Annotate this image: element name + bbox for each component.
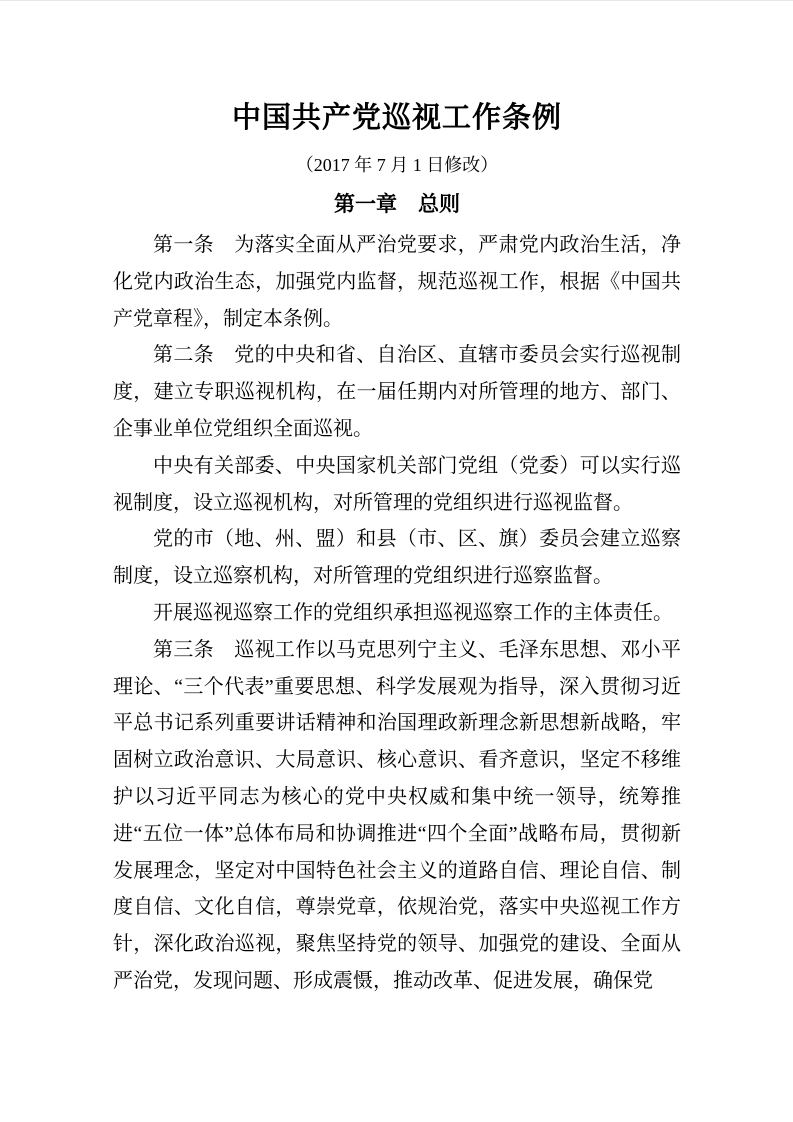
paragraph-article-2: 第二条 党的中央和省、自治区、直辖市委员会实行巡视制度，建立专职巡视机构，在一届任期内对所管理的地方、部门、企事业单位党组织全面巡视。	[113, 344, 681, 440]
paragraph-article-2-continuation-central-ministries: 中央有关部委、中央国家机关部门党组（党委）可以实行巡视制度，设立巡视机构，对所管理的党组织进行巡视监督。	[113, 454, 681, 514]
paragraph-article-2-continuation-city-county: 党的市（地、州、盟）和县（市、区、旗）委员会建立巡察制度，设立巡察机构，对所管理的党组织进行巡察监督。	[113, 528, 681, 588]
paragraph-article-2-continuation-responsibility: 开展巡视巡察工作的党组织承担巡视巡察工作的主体责任。	[153, 601, 673, 624]
chapter-heading: 第一章 总则	[334, 192, 460, 216]
document-title: 中国共产党巡视工作条例	[231, 102, 562, 134]
document-body	[113, 227, 681, 1000]
paragraph-article-1: 第一条 为落实全面从严治党要求，严肃党内政治生活，净化党内政治生态，加强党内监督，规范巡视工作，根据《中国共产党章程》，制定本条例。	[113, 234, 681, 330]
paragraph-article-3: 第三条 巡视工作以马克思列宁主义、毛泽东思想、邓小平理论、“三个代表”重要思想、科学发展观为指导，深入贯彻习近平总书记系列重要讲话精神和治国理政新理念新思想新战略，牢固树立政治意识、大局意识、核心意识、看齐意识，坚定不移维护以习近平同志为核心的党中央权威和集中统一领导，统筹推进“五位一体”总体布局和协调推进“四个全面”战略布局，贯彻新发展理念，坚定对中国特色社会主义的道路自信、理论自信、制度自信、文化自信，尊崇党章，依规治党，落实中央巡视工作方针，深化政治巡视，聚焦坚持党的领导、加强党的建设、全面从严治党，发现问题、形成震慑，推动改革、促进发展，确保党	[113, 638, 681, 992]
document-subtitle-revision-date: （2017 年 7 月 1 日修改）	[295, 155, 499, 175]
